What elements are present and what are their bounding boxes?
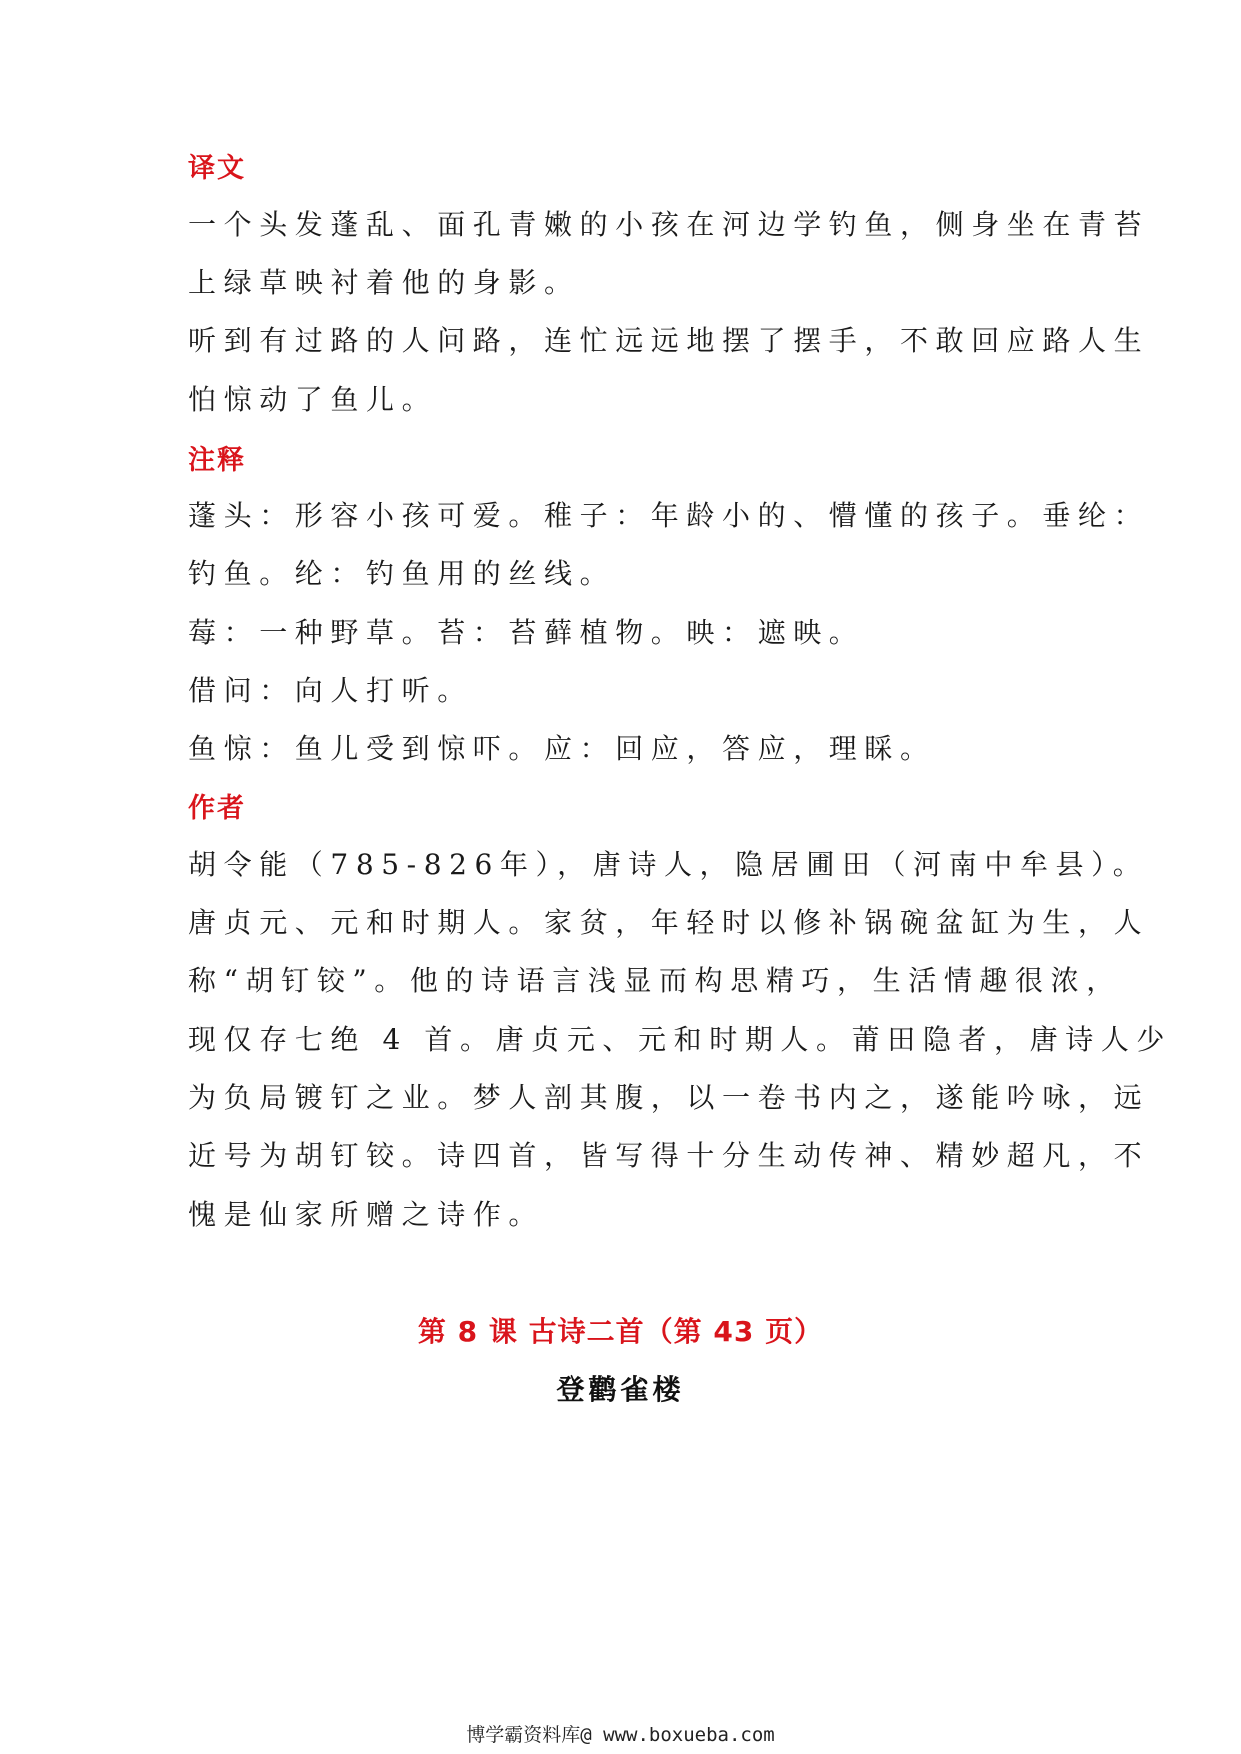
notes-line: 鱼惊：鱼儿受到惊吓。应：回应，答应，理睬。 xyxy=(188,732,936,765)
translation-line: 一个头发蓬乱、面孔青嫩的小孩在河边学钓鱼，侧身坐在青苔 xyxy=(188,208,1150,241)
footer-watermark: 博学霸资料库@ www.boxueba.com xyxy=(466,1724,775,1746)
author-line: 为负局镀钉之业。梦人剖其腹，以一卷书内之，遂能吟咏，远 xyxy=(188,1081,1150,1114)
author-line: 称“胡钉铰”。他的诗语言浅显而构思精巧，生活情趣很浓， xyxy=(188,964,1122,997)
translation-line: 怕惊动了鱼儿。 xyxy=(188,383,438,416)
author-line: 胡令能（785-826年），唐诗人，隐居圃田（河南中牟县）。 xyxy=(188,848,1149,881)
poem-title: 登鹳雀楼 xyxy=(556,1373,685,1406)
notes-heading: 注释 xyxy=(188,445,246,476)
notes-line: 钓鱼。纶：钓鱼用的丝线。 xyxy=(188,557,616,590)
notes-line: 莓：一种野草。苔：苔藓植物。映：遮映。 xyxy=(188,616,865,649)
translation-line: 上绿草映衬着他的身影。 xyxy=(188,266,580,299)
translation-line: 听到有过路的人问路，连忙远远地摆了摆手，不敢回应路人生 xyxy=(188,324,1150,357)
translation-heading: 译文 xyxy=(188,153,246,184)
notes-line: 蓬头：形容小孩可爱。稚子：年龄小的、懵懂的孩子。垂纶： xyxy=(188,499,1150,532)
notes-line: 借问：向人打听。 xyxy=(188,674,473,707)
author-line: 唐贞元、元和时期人。家贫，年轻时以修补锅碗盆缸为生，人 xyxy=(188,906,1150,939)
lesson-title: 第 8 课 古诗二首（第 43 页） xyxy=(417,1315,824,1348)
author-line: 愧是仙家所赠之诗作。 xyxy=(188,1198,545,1231)
author-line: 现仅存七绝 4 首。唐贞元、元和时期人。莆田隐者，唐诗人少 xyxy=(188,1023,1173,1056)
author-heading: 作者 xyxy=(188,793,246,824)
author-line: 近号为胡钉铰。诗四首，皆写得十分生动传神、精妙超凡，不 xyxy=(188,1139,1150,1172)
